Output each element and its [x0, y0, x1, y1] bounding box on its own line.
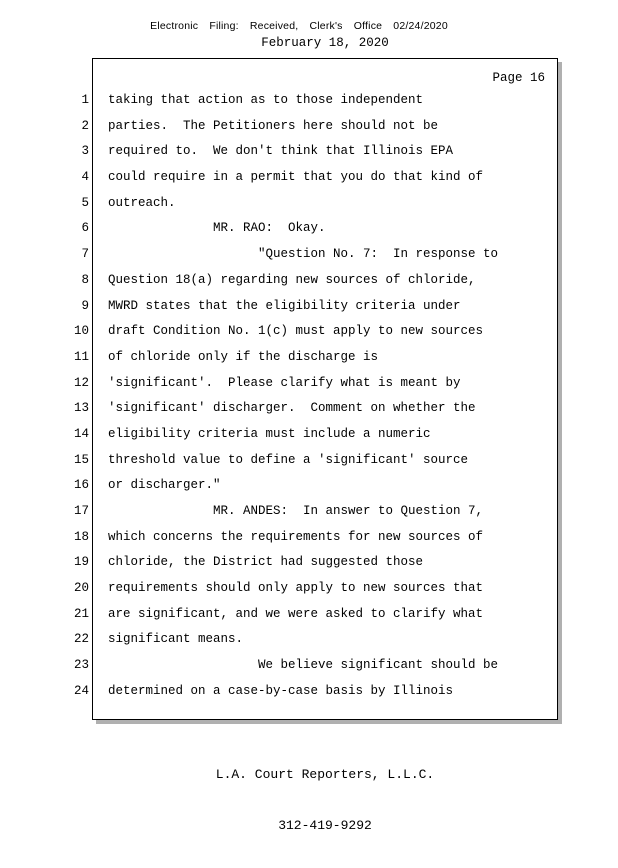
line-number: 16: [73, 478, 89, 493]
line-number: 9: [81, 298, 89, 313]
transcript-line: [0, 165, 618, 191]
line-text: draft Condition No. 1(c) must apply to new sources: [108, 324, 484, 339]
line-text: MR. ANDES: In answer to Question 7,: [108, 504, 484, 518]
transcript-line: [0, 679, 618, 705]
transcript-line: [0, 114, 618, 140]
line-text: MR. RAO: Okay.: [108, 221, 326, 236]
transcript-line: [0, 242, 618, 268]
line-text: significant means.: [108, 632, 244, 647]
transcript-lines: [0, 88, 618, 705]
line-text: requirements should only apply to new sources that: [108, 581, 484, 596]
line-number: 1: [81, 93, 89, 107]
line-text: Question 18(a) regarding new sources of chloride,: [108, 272, 476, 287]
transcript-line: [0, 88, 618, 114]
efiling-stamp: Electronic Filing: Received, Clerk's Office 02/24/2020: [150, 20, 448, 32]
line-number: 5: [81, 195, 89, 210]
line-text: eligibility criteria must include a numeric: [108, 426, 431, 441]
line-number: 8: [81, 272, 89, 287]
line-number: 14: [73, 426, 89, 441]
line-number: 17: [73, 504, 89, 518]
reporter-company: L.A. Court Reporters, L.L.C.: [215, 767, 435, 782]
transcript-line: [0, 345, 618, 371]
transcript-line: [0, 473, 618, 499]
line-text: threshold value to define a 'significant' source: [108, 452, 469, 467]
line-number: 19: [73, 555, 89, 570]
transcript-line: [0, 191, 618, 217]
reporter-phone: 312-419-9292: [278, 818, 372, 833]
line-text: determined on a case-by-case basis by Illinois: [108, 683, 454, 698]
line-number: 7: [81, 247, 89, 262]
line-text: outreach.: [108, 195, 176, 210]
line-text: required to. We don't think that Illinois EPA: [108, 144, 454, 159]
line-text: parties. The Petitioners here should not be: [108, 118, 439, 133]
line-number: 24: [73, 683, 89, 698]
line-text: 'significant'. Please clarify what is meant by: [108, 375, 461, 390]
line-number: 22: [73, 632, 89, 647]
transcript-line: [0, 602, 618, 628]
line-number: 15: [73, 452, 89, 467]
transcript-line: [0, 422, 618, 448]
line-text: or discharger.": [108, 478, 221, 493]
line-text: chloride, the District had suggested those: [108, 555, 424, 570]
line-number: 13: [73, 401, 89, 416]
transcript-line: [0, 525, 618, 551]
line-text: 'significant' discharger. Comment on whether the: [108, 401, 476, 416]
transcript-line: [0, 139, 618, 165]
line-number: 6: [81, 221, 89, 236]
transcript-line: [0, 550, 618, 576]
hearing-date: February 18, 2020: [261, 36, 389, 50]
line-number: 18: [73, 529, 89, 544]
transcript-line: [0, 371, 618, 397]
transcript-line: [0, 499, 618, 525]
line-number: 10: [73, 324, 89, 339]
transcript-line: [0, 294, 618, 320]
line-number: 11: [73, 349, 89, 364]
line-number: 3: [81, 144, 89, 159]
reporter-footer: [92, 732, 558, 868]
line-number: 12: [73, 375, 89, 390]
line-text: "Question No. 7: In response to: [108, 247, 499, 262]
transcript-line: [0, 216, 618, 242]
line-number: 20: [73, 581, 89, 596]
transcript-line: [0, 627, 618, 653]
line-text: taking that action as to those independent: [108, 93, 424, 107]
line-text: We believe significant should be: [108, 658, 499, 673]
line-number: 2: [81, 118, 89, 133]
line-text: are significant, and we were asked to clarify what: [108, 606, 484, 621]
line-text: which concerns the requirements for new sources of: [108, 529, 484, 544]
line-text: of chloride only if the discharge is: [108, 349, 379, 364]
line-number: 23: [73, 658, 89, 673]
line-text: could require in a permit that you do that kind of: [108, 170, 484, 185]
transcript-line: [0, 268, 618, 294]
transcript-line: [0, 576, 618, 602]
transcript-line: [0, 448, 618, 474]
transcript-line: [0, 319, 618, 345]
line-text: MWRD states that the eligibility criteria under: [108, 298, 461, 313]
line-number: 21: [73, 606, 89, 621]
page-number-label: Page 16: [492, 71, 545, 85]
transcript-line: [0, 396, 618, 422]
transcript-line: [0, 653, 618, 679]
line-number: 4: [81, 170, 89, 185]
